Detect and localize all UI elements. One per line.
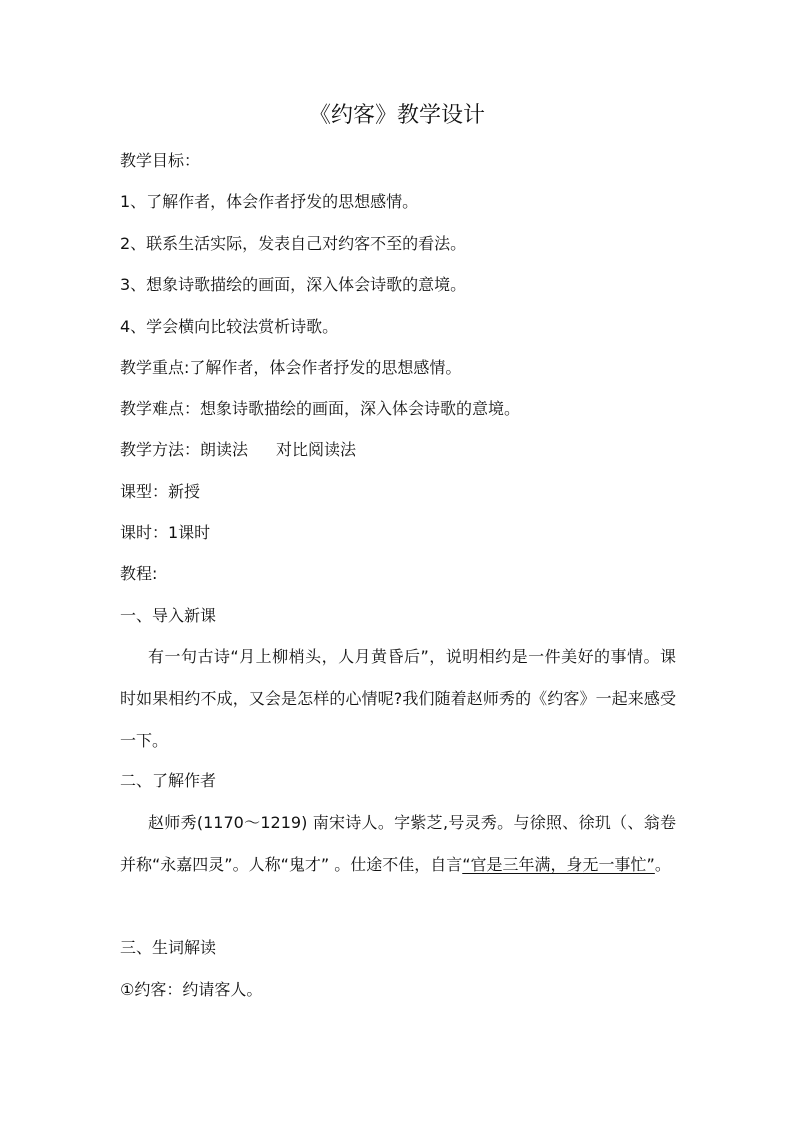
author-quote: “官是三年满，身无一事忙” [462,855,655,874]
section-3-heading: 三、生词解读 [120,938,217,957]
objectives-heading: 教学目标： [120,151,201,170]
difficulty: 教学难点：想象诗歌描绘的画面，深入体会诗歌的意境。 [120,399,521,418]
teaching-methods-extra: 对比阅读法 [276,440,357,459]
page-title: 《约客》教学设计 [308,103,485,128]
lesson-type: 课型：新授 [120,482,201,501]
teaching-methods [120,438,676,462]
key-point: 教学重点:了解作者，体会作者抒发的思想感情。 [120,358,462,377]
section-1-heading: 一、导入新课 [120,606,217,625]
vocab-item-1: ①约客：约请客人。 [120,980,263,999]
teaching-methods-label: 教学方法：朗读法 [120,440,249,459]
lesson-time: 课时：1课时 [120,523,211,542]
procedure-label: 教程: [120,564,158,583]
section-2-text [120,802,676,886]
objective-item-1: 1、了解作者，体会作者抒发的思想感情。 [120,192,419,211]
section-1-text: 有一句古诗“月上柳梢头，人月黄昏后”，说明相约是一件美好的事情。课时如果相约不成，又会是怎样的心情呢?我们随着赵师秀的《约客》一起来感受一下。 [120,647,676,750]
author-bio-end: 。 [654,855,671,874]
objective-item-3: 3、想象诗歌描绘的画面，深入体会诗歌的意境。 [120,275,467,294]
section-2-heading: 二、了解作者 [120,771,217,790]
objective-item-2: 2、联系生活实际，发表自己对约客不至的看法。 [120,234,467,253]
objective-item-4: 4、学会横向比较法赏析诗歌。 [120,317,339,336]
author-bio: 赵师秀(1170～1219) 南宋诗人。字紫芝,号灵秀。与徐照、徐玑（、翁卷并称“永嘉四灵”。人称“鬼才” 。仕途不佳，自言 [120,813,676,874]
